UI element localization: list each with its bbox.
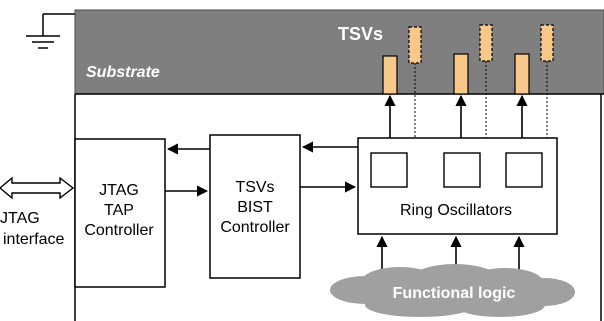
tsv-pillar — [454, 54, 468, 94]
jtag-tap-line2: TAP — [104, 202, 134, 219]
ring-oscillator-cell — [444, 153, 480, 187]
jtag-interface-line1: JTAG — [0, 210, 40, 227]
ring-oscillators-label: Ring Oscillators — [399, 202, 513, 219]
jtag-tap-line1: JTAG — [99, 182, 139, 199]
ro-to-tsv-arrows — [390, 96, 522, 138]
ground-icon — [26, 14, 75, 48]
ring-oscillator-cell — [371, 153, 407, 187]
bist-line3: Controller — [220, 219, 290, 236]
jtag-interface-line2: interface — [3, 231, 65, 248]
tsv-pillar — [515, 54, 529, 94]
bist-line1: TSVs — [235, 179, 275, 196]
jtag-interface-double-arrow — [0, 178, 73, 198]
bist-line2: BIST — [237, 199, 273, 216]
jtag-tap-line3: Controller — [84, 222, 154, 239]
functional-logic-label: Functional logic — [392, 285, 516, 302]
tsvs-label: TSVs — [338, 24, 384, 44]
tsv-pillar-dashed — [480, 25, 492, 61]
substrate-label: Substrate — [86, 64, 160, 81]
tsv-pillar-dashed — [541, 25, 553, 61]
tsv-pillar — [383, 56, 397, 94]
tsv-pillar-dashed — [409, 27, 421, 63]
ring-oscillator-cell — [506, 153, 542, 187]
